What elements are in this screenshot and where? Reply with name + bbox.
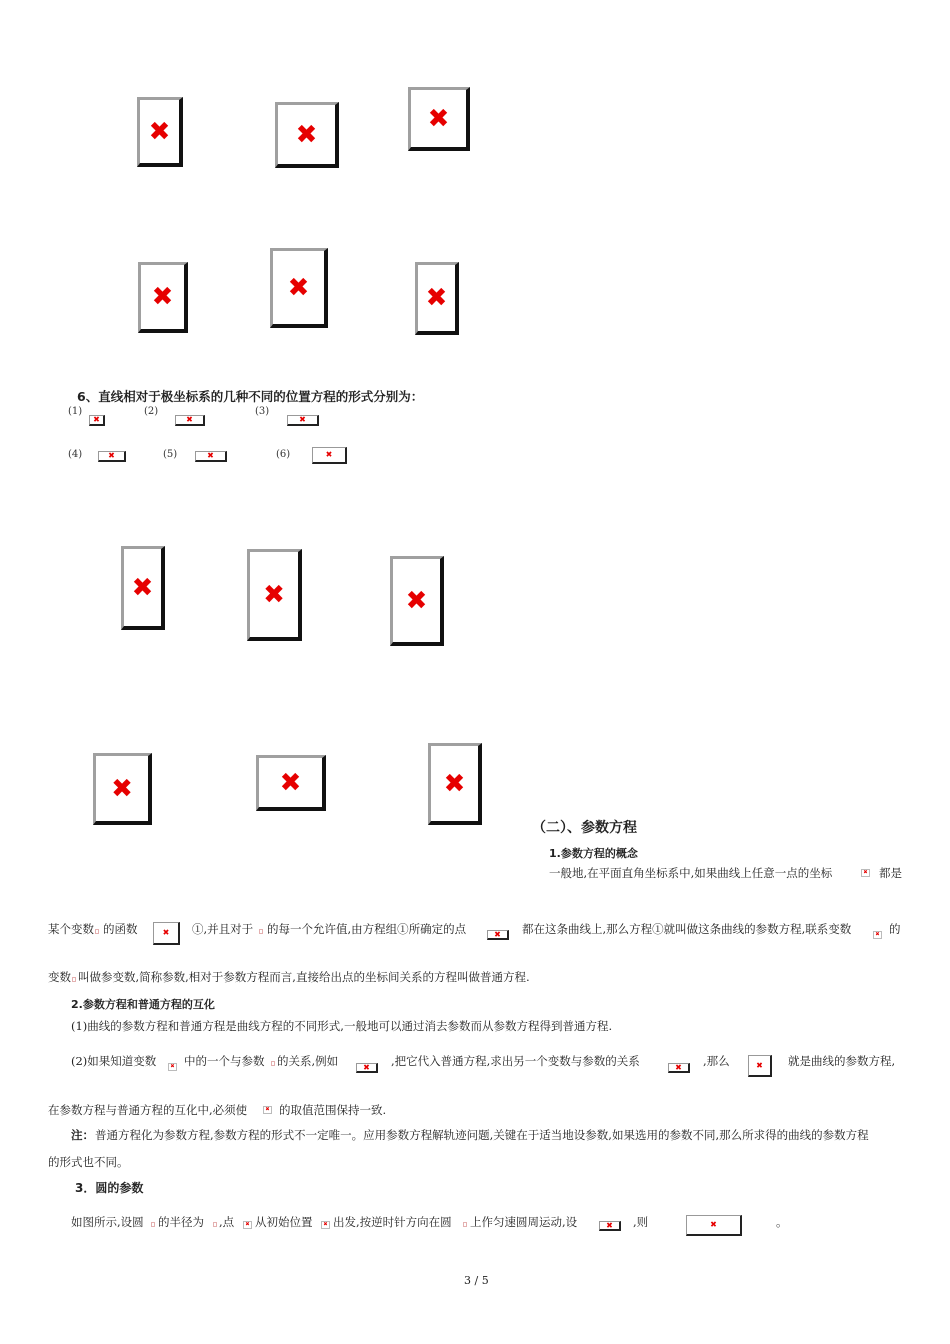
paragraph-text: 从初始位置 [255, 1215, 313, 1229]
broken-image-icon: ✖ [263, 579, 285, 610]
paragraph-text: 都在这条曲线上,那么方程①就叫做这条曲线的参数方程,联系变数 [522, 922, 852, 936]
broken-image-icon: ✖ [863, 869, 868, 876]
paragraph-text: ①,并且对于 [192, 922, 254, 936]
inline-formula-image [213, 1222, 217, 1227]
broken-image-icon: ✖ [170, 1063, 175, 1070]
broken-image-placeholder [247, 549, 302, 641]
paragraph-text: 。 [776, 1215, 788, 1229]
formula-image [195, 451, 227, 462]
formula-image [287, 415, 319, 426]
inline-formula-image [263, 1106, 272, 1114]
broken-image-placeholder [93, 753, 152, 825]
formula-image [89, 415, 105, 426]
subheading-2: 2.参数方程和普通方程的互化 [71, 998, 215, 1011]
paragraph-text: 某个变数 [48, 922, 94, 936]
paragraph-text: 的半径为 [158, 1215, 204, 1229]
broken-image-icon: ✖ [675, 1062, 682, 1072]
broken-image-icon: ✖ [875, 931, 880, 938]
formula-image [153, 922, 180, 945]
note-text: 普通方程化为参数方程,参数方程的形式不一定唯一。应用参数方程解轨迹问题,关键在于适当地设参数,如果选用的参数不同,那么所求得的曲线的参数方程 [95, 1128, 869, 1142]
broken-image-placeholder [408, 87, 470, 151]
inline-formula-image [72, 977, 76, 982]
paragraph-text: 在参数方程与普通方程的互化中,必须使 [48, 1103, 248, 1117]
formula-image [175, 415, 205, 426]
paragraph-text: 上作匀速圆周运动,设 [470, 1215, 578, 1229]
note-text: 的形式也不同。 [48, 1155, 129, 1169]
paragraph-text: (1)曲线的参数方程和普通方程是曲线方程的不同形式,一般地可以通过消去参数而从参数方程得到普通方程. [71, 1019, 613, 1033]
paragraph-text: 的函数 [103, 922, 138, 936]
broken-image-icon: ✖ [443, 768, 466, 799]
paragraph-text: 的取值范围保持一致. [279, 1103, 387, 1117]
formula-image [98, 451, 126, 462]
paragraph-text: ,那么 [703, 1054, 730, 1068]
broken-image-icon: ✖ [207, 451, 214, 460]
broken-image-icon: ✖ [405, 585, 428, 616]
broken-image-placeholder [415, 262, 459, 335]
paragraph-text: 叫做参变数,简称参数,相对于参数方程而言,直接给出点的坐标间关系的方程叫做普通方程. [78, 970, 530, 984]
broken-image-icon: ✖ [325, 450, 333, 459]
formula-image [748, 1055, 772, 1077]
paragraph-text: 的关系,例如 [277, 1054, 339, 1068]
formula-label: (3) [255, 406, 270, 417]
broken-image-icon: ✖ [295, 119, 318, 150]
inline-formula-image [243, 1221, 252, 1229]
broken-image-icon: ✖ [151, 282, 174, 312]
paragraph-text: 变数 [48, 970, 71, 984]
broken-image-icon: ✖ [111, 773, 133, 804]
inline-formula-image [873, 931, 882, 939]
formula-image [312, 447, 347, 464]
formula-label: (4) [68, 449, 83, 460]
broken-image-placeholder [270, 248, 328, 328]
formula-label: (6) [276, 449, 291, 460]
formula-label: (1) [68, 406, 83, 417]
formula-image [686, 1215, 742, 1236]
formula-image [668, 1063, 690, 1073]
broken-image-icon: ✖ [299, 415, 306, 424]
paragraph-text: 的每一个允许值,由方程组①所确定的点 [267, 922, 467, 936]
broken-image-icon: ✖ [756, 1060, 763, 1070]
paragraph-text: ,则 [633, 1215, 649, 1229]
paragraph-text: 的 [889, 922, 901, 936]
inline-formula-image [463, 1222, 467, 1227]
inline-formula-image [271, 1061, 275, 1066]
paragraph-text: 就是曲线的参数方程, [788, 1054, 896, 1068]
broken-image-placeholder [390, 556, 444, 646]
paragraph-text: ,把它代入普通方程,求出另一个变数与参数的关系 [391, 1054, 640, 1068]
broken-image-icon: ✖ [265, 1106, 270, 1113]
broken-image-placeholder [137, 97, 183, 167]
section-6-heading: 6、直线相对于极坐标系的几种不同的位置方程的形式分别为： [77, 389, 424, 404]
broken-image-icon: ✖ [93, 415, 100, 424]
paragraph-text: ,点 [219, 1215, 235, 1229]
formula-image [599, 1221, 621, 1231]
broken-image-placeholder [121, 546, 165, 630]
formula-label: (5) [163, 449, 178, 460]
broken-image-placeholder [138, 262, 188, 333]
paragraph-text: 中的一个与参数 [184, 1054, 265, 1068]
page-number: 3 / 5 [464, 1274, 489, 1287]
broken-image-icon: ✖ [279, 767, 302, 798]
inline-formula-image [151, 1222, 155, 1227]
broken-image-icon: ✖ [131, 572, 154, 603]
broken-image-icon: ✖ [108, 451, 115, 460]
paragraph-text: 都是 [879, 866, 902, 880]
paragraph-text: 一般地,在平面直角坐标系中,如果曲线上任意一点的坐标 [549, 866, 833, 880]
broken-image-icon: ✖ [287, 272, 310, 303]
paragraph-text: (2)如果知道变数 [71, 1054, 157, 1068]
broken-image-icon: ✖ [162, 928, 170, 937]
inline-formula-image [259, 929, 263, 934]
inline-formula-image [861, 869, 870, 877]
formula-image [356, 1063, 378, 1073]
inline-formula-image [168, 1063, 177, 1071]
inline-formula-image [95, 929, 99, 934]
formula-image [487, 930, 509, 940]
broken-image-icon: ✖ [494, 929, 501, 939]
inline-formula-image [321, 1221, 330, 1229]
paragraph-text: 出发,按逆时针方向在圆 [333, 1215, 452, 1229]
broken-image-icon: ✖ [363, 1062, 370, 1072]
broken-image-icon: ✖ [245, 1221, 250, 1228]
broken-image-icon: ✖ [148, 116, 171, 147]
broken-image-icon: ✖ [606, 1220, 613, 1230]
broken-image-icon: ✖ [710, 1220, 717, 1229]
broken-image-icon: ✖ [427, 103, 450, 134]
paragraph-text: 如图所示,设圆 [71, 1215, 144, 1229]
note-label: 注： [71, 1128, 94, 1142]
formula-label: (2) [144, 406, 159, 417]
broken-image-placeholder [256, 755, 326, 811]
subheading-1: 1.参数方程的概念 [549, 847, 638, 860]
broken-image-placeholder [275, 102, 339, 168]
broken-image-placeholder [428, 743, 482, 825]
parametric-heading: （二）、参数方程 [532, 820, 637, 836]
broken-image-icon: ✖ [186, 415, 193, 424]
broken-image-icon: ✖ [425, 283, 448, 313]
subheading-3: 3．圆的参数 [75, 1181, 144, 1195]
broken-image-icon: ✖ [323, 1221, 328, 1228]
